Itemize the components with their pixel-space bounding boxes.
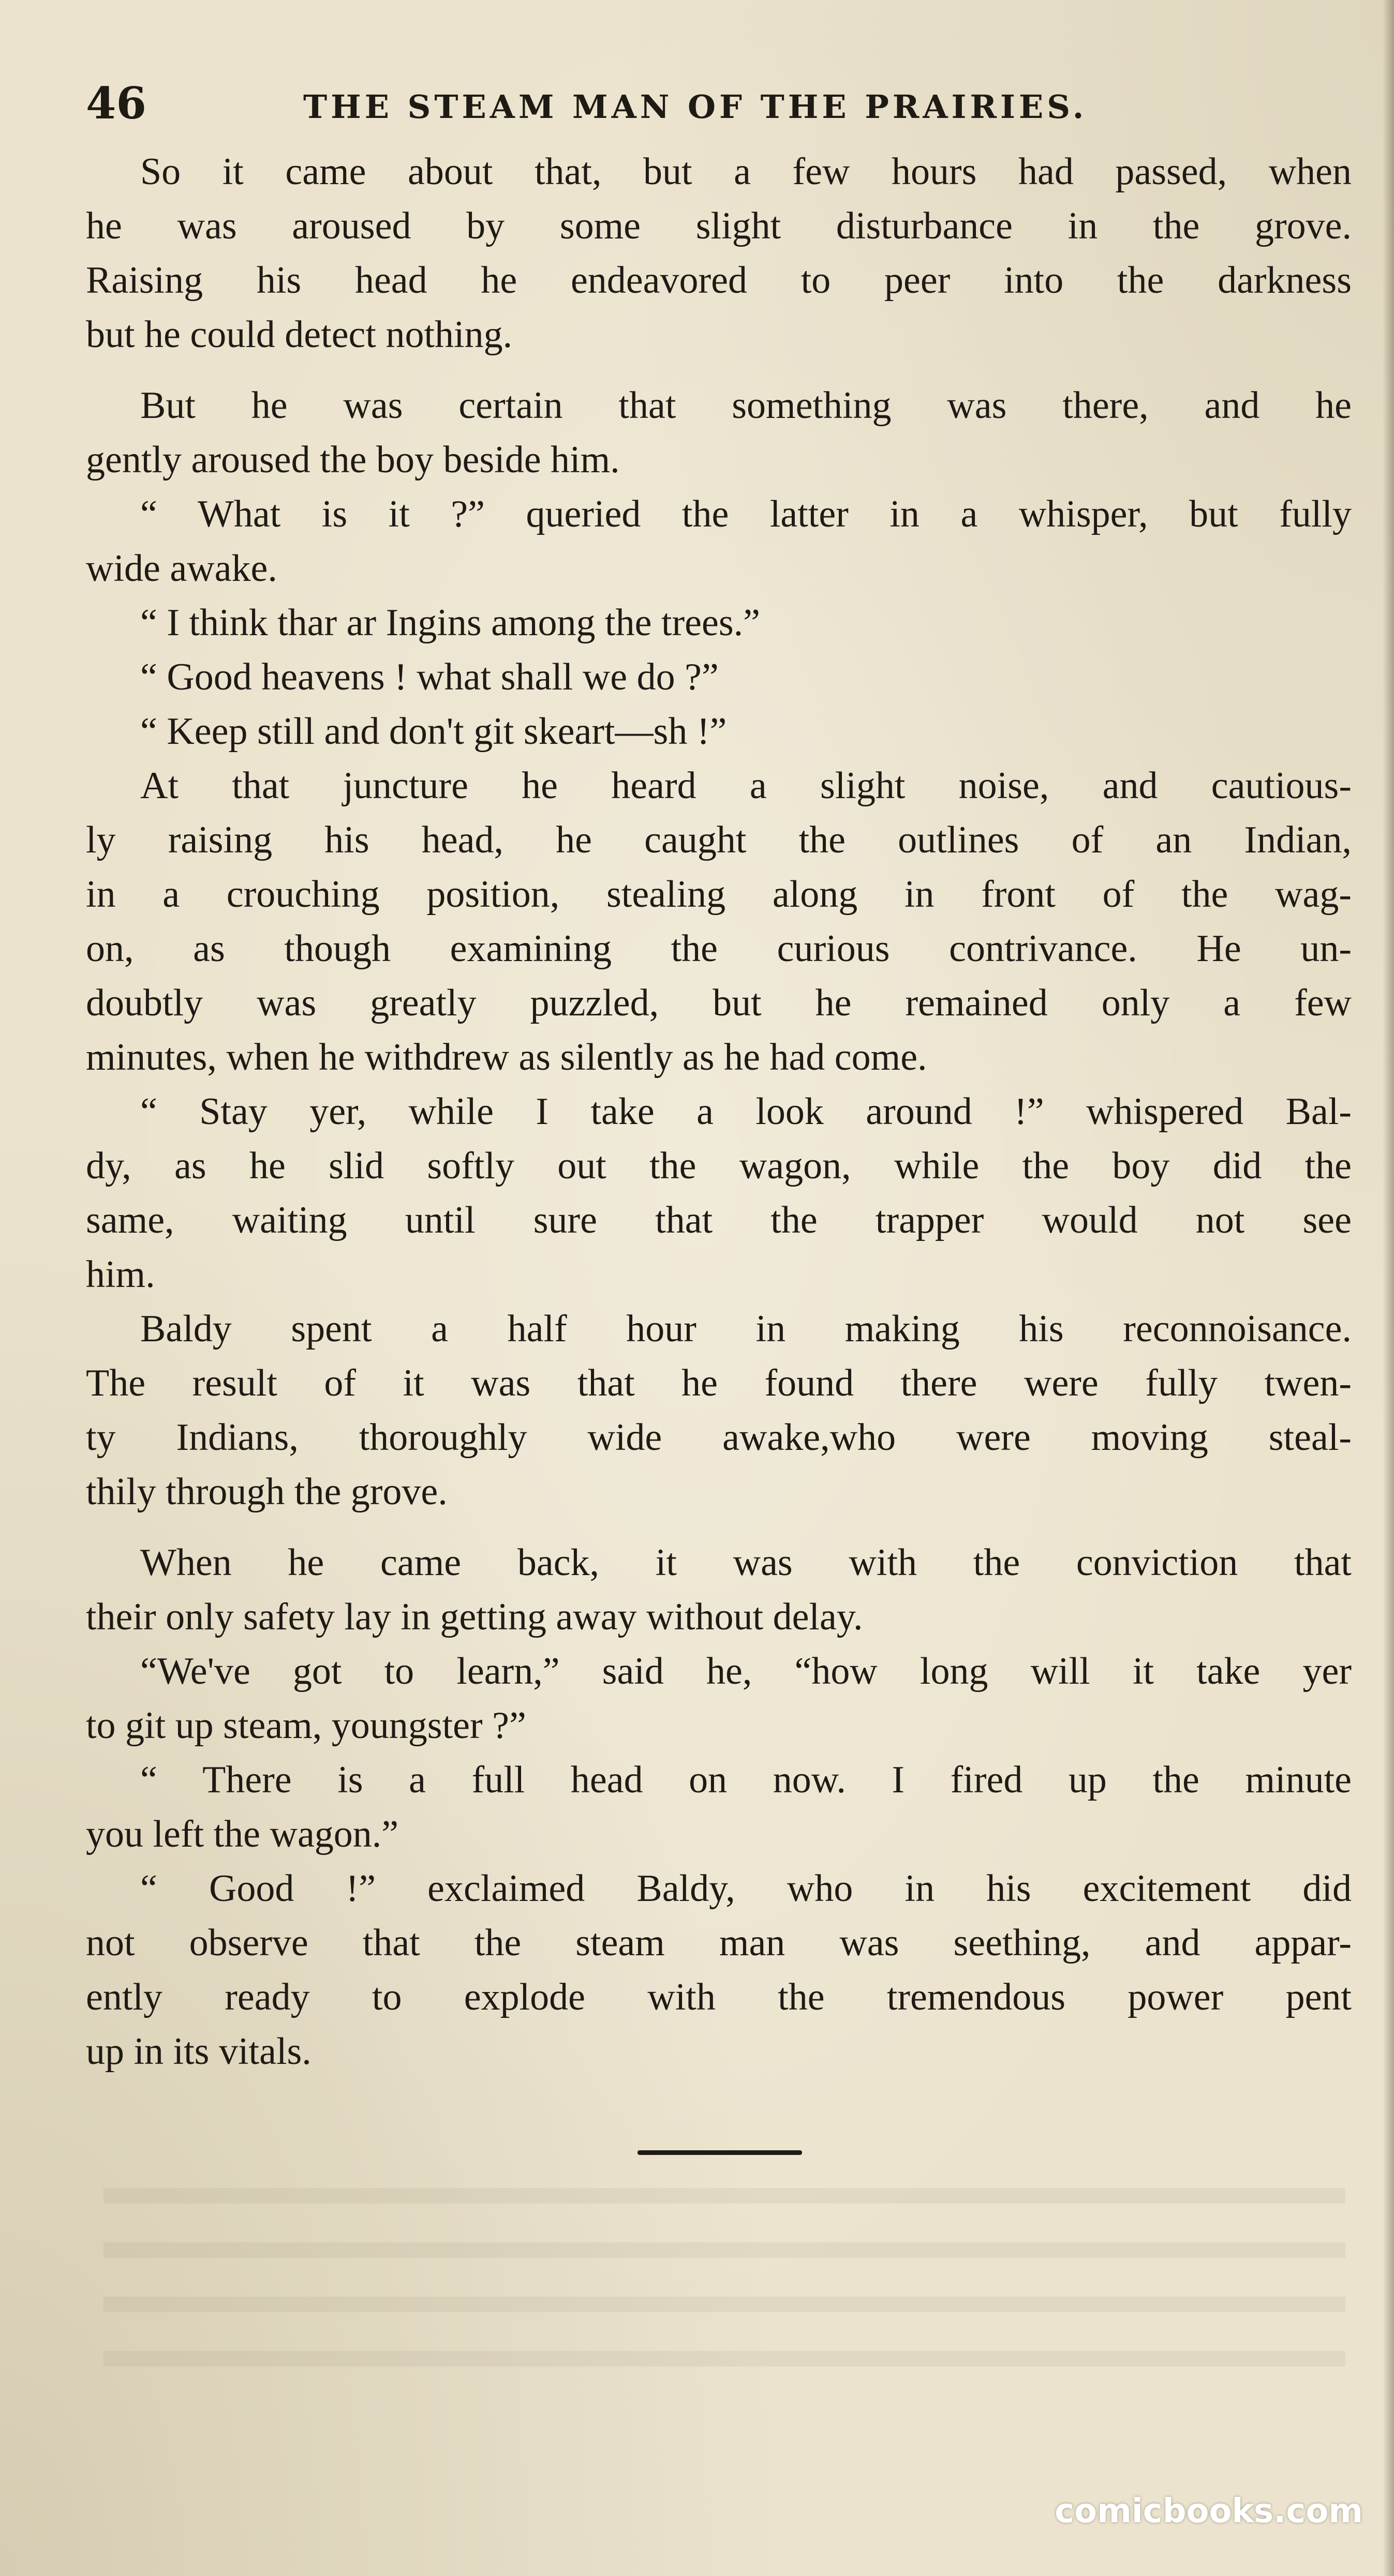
paragraph [86, 1862, 1352, 2079]
text-line: ly raising his head, he caught the outlines of an Indian, [86, 819, 1352, 861]
text-line: “ I think thar ar Ingins among the trees.” [140, 602, 760, 644]
paragraph [86, 379, 1352, 487]
paragraph [86, 705, 1352, 759]
text-line: their only safety lay in getting away without delay. [86, 1596, 863, 1638]
running-title: THE STEAM MAN OF THE PRAIRIES. [303, 88, 1088, 126]
text-line: up in its vitals. [86, 2030, 312, 2073]
text-line: “ Keep still and don't git skeart—sh !” [140, 710, 727, 753]
page-header [86, 78, 1364, 134]
paragraph [86, 1085, 1352, 1302]
paragraph [86, 1644, 1352, 1753]
text-line: not observe that the steam man was seething, and appar- [86, 1922, 1352, 1964]
text-line: dy, as he slid softly out the wagon, while the boy did the [86, 1145, 1352, 1187]
text-line: minutes, when he withdrew as silently as he had come. [86, 1036, 927, 1079]
text-line: “ Good heavens ! what shall we do ?” [140, 656, 719, 698]
text-line: At that juncture he heard a slight noise, and cautious- [140, 765, 1352, 807]
paragraph [86, 145, 1352, 362]
text-line: he was aroused by some slight disturbance in the grove. [86, 205, 1352, 247]
text-line: ently ready to explode with the tremendous power pent [86, 1976, 1352, 2018]
text-line: Raising his head he endeavored to peer into the darkness [86, 259, 1352, 302]
watermark: comicbooks.com [1055, 2492, 1363, 2530]
text-line: wide awake. [86, 547, 277, 590]
text-line: to git up steam, youngster ?” [86, 1704, 526, 1747]
paragraph [86, 596, 1352, 650]
text-line: But he was certain that something was there, and he [140, 384, 1352, 427]
text-line: ty Indians, thoroughly wide awake,who were moving steal- [86, 1416, 1352, 1459]
paragraph [86, 1536, 1352, 1644]
paragraph [86, 1302, 1352, 1519]
text-line: “ Stay yer, while I take a look around !” whispered Bal- [140, 1090, 1352, 1133]
text-line: him. [86, 1253, 155, 1296]
text-line: but he could detect nothing. [86, 313, 513, 356]
text-line: on, as though examining the curious contrivance. He un- [86, 927, 1352, 970]
page-number: 46 [86, 78, 146, 129]
paragraph [86, 1753, 1352, 1862]
text-line: doubtly was greatly puzzled, but he remained only a few [86, 982, 1352, 1024]
text-line: same, waiting until sure that the trapper would not see [86, 1199, 1352, 1241]
text-line: you left the wagon.” [86, 1813, 399, 1855]
paragraph [86, 650, 1352, 705]
text-line: “We've got to learn,” said he, “how long will it take yer [140, 1650, 1352, 1693]
text-line: gently aroused the boy beside him. [86, 439, 620, 481]
text-line: “ What is it ?” queried the latter in a whisper, but fully [140, 493, 1352, 535]
page-edge-shadow [1383, 0, 1394, 2576]
text-line: thily through the grove. [86, 1471, 448, 1513]
text-line: When he came back, it was with the conviction that [140, 1541, 1352, 1584]
text-line: “ There is a full head on now. I fired up the minute [140, 1759, 1352, 1801]
text-line: Baldy spent a half hour in making his reconnoisance. [140, 1308, 1352, 1350]
text-line: in a crouching position, stealing along in front of the wag- [86, 873, 1352, 916]
bleed-through-texture [103, 2188, 1345, 2385]
text-line: So it came about that, but a few hours had passed, when [140, 151, 1352, 193]
body-text [86, 145, 1352, 2079]
text-line: The result of it was that he found there were fully twen- [86, 1362, 1352, 1404]
section-rule [637, 2150, 802, 2155]
paragraph [86, 487, 1352, 596]
text-line: “ Good !” exclaimed Baldy, who in his excitement did [140, 1867, 1352, 1910]
paragraph [86, 759, 1352, 1085]
